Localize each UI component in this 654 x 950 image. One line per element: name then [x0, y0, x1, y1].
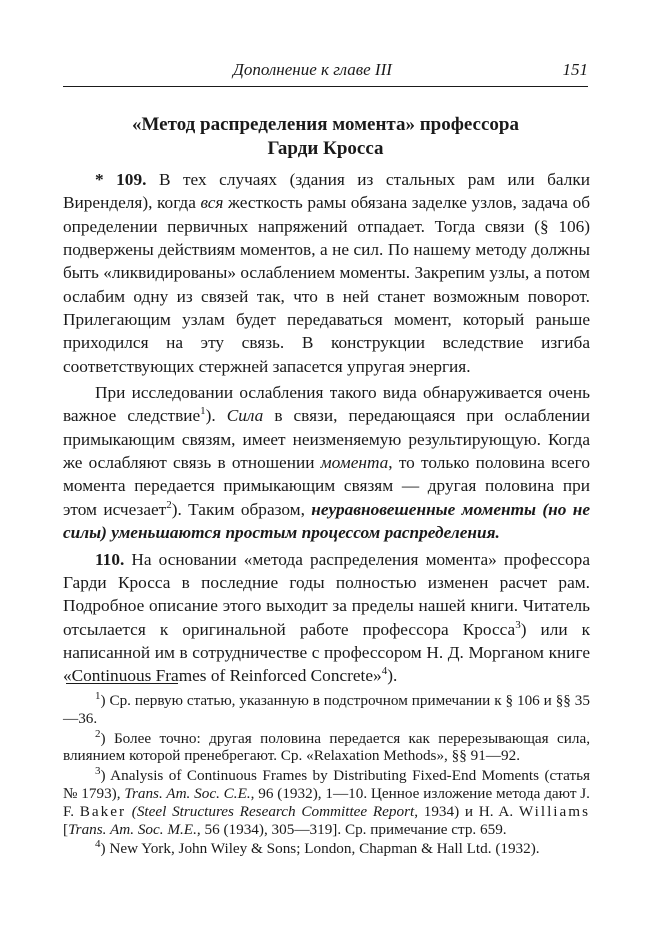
page-number: 151 — [562, 60, 588, 79]
emphasis: Сила — [226, 406, 264, 426]
footnote-ref: 3 — [515, 618, 521, 631]
header-rule — [63, 86, 588, 87]
main-text — [63, 168, 590, 688]
running-title: Дополнение к главе III — [233, 60, 392, 79]
footnotes — [63, 689, 590, 860]
footnote-ref: 4 — [381, 665, 388, 678]
section-title — [63, 113, 588, 161]
footnote-rule — [66, 683, 178, 684]
footnote-2: $^2$) Более точно: другая половина передается как перерезывающая сила, влиянием которой пренебрегают. Ср. «Relaxation Methods», §§ 91—92. — [63, 727, 590, 765]
paragraph-number: 110. — [95, 549, 125, 569]
paragraph-109: * 109. В тех случаях (здания из стальных рам или балки Виренделя), когда вся жесткость рамы обязана заделке узлов, задача об определении первичных напряжений отпадает. Тогда связи (§ 106) подвержены действиям моментов, а не сил. По нашему методу должны быть «ликвидированы» ослаблением моменты. Закрепим узлы, а потом ослабим одну из связей так, что в ней станет возможным поворот. Прилегающим узлам будет передаваться момент, который раньше приходился на эту связь. В конструкции вследствие изгиба соответствующих стержней запасется упругая энергия. — [63, 170, 590, 376]
paragraph-110: 110. На основании «метода распределения момента» профессора Гарди Кросса в последние годы полностью изменен расчет рам. Подробное описание этого выходит за пределы нашей книги. Читатель отсылается к оригинальной работе профессора Кросса$^3$) или к написанной им в сотрудничестве с профессором Н. Д. Морганом книге «Continuous Frames of Reinforced Concrete»$^4$). — [63, 549, 590, 686]
section-title-line-1: «Метод распределения момента» профессора — [132, 114, 519, 135]
footnote-4: $^4$) New York, John Wiley & Sons; London, Chapman & Hall Ltd. (1932). — [95, 838, 540, 858]
section-title-line-2: Гарди Кросса — [267, 138, 384, 159]
paragraph-consequence: При исследовании ослабления такого вида обнаруживается очень важное следствие$^1$). Сила в связи, передающаяся при ослаблении примыкающим связям, имеет неизменяемую результирующую. Когда же ослабляют связь в отношении момента, то только половина всего момента передается примыкающим связям — другая половина при этом исчезает$^2$). Таким образом, неуравновешенные моменты (но не силы) уменьшаются простым процессом распределения. — [63, 383, 590, 543]
footnote-1: $^1$) Ср. первую статью, указанную в подстрочном примечании к § 106 и §§ 35—36. — [63, 689, 590, 727]
footnote-ref: 2 — [166, 499, 172, 512]
footnote-3: $^3$) Analysis of Continuous Frames by Distributing Fixed-End Moments (статья № 1793), Trans. Am. Soc. C.E., 96 (1932), 1—10. Ценное изложение метода дают J. F. Baker (Steel Structures Research Committee Report, 1934) и H. A. Williams [Trans. Am. Soc. M.E., 56 (1934), 305—319]. Ср. примечание стр. 659. — [63, 765, 590, 838]
footnote-ref: 1 — [200, 405, 206, 418]
emphasis: вся — [200, 193, 224, 213]
page-header — [63, 60, 588, 84]
paragraph-number: * 109. — [95, 170, 147, 189]
emphasis: момента — [320, 453, 389, 473]
emphasis: неуравновешенные моменты (но не силы) уменьшаются простым процессом распределения. — [63, 499, 590, 543]
